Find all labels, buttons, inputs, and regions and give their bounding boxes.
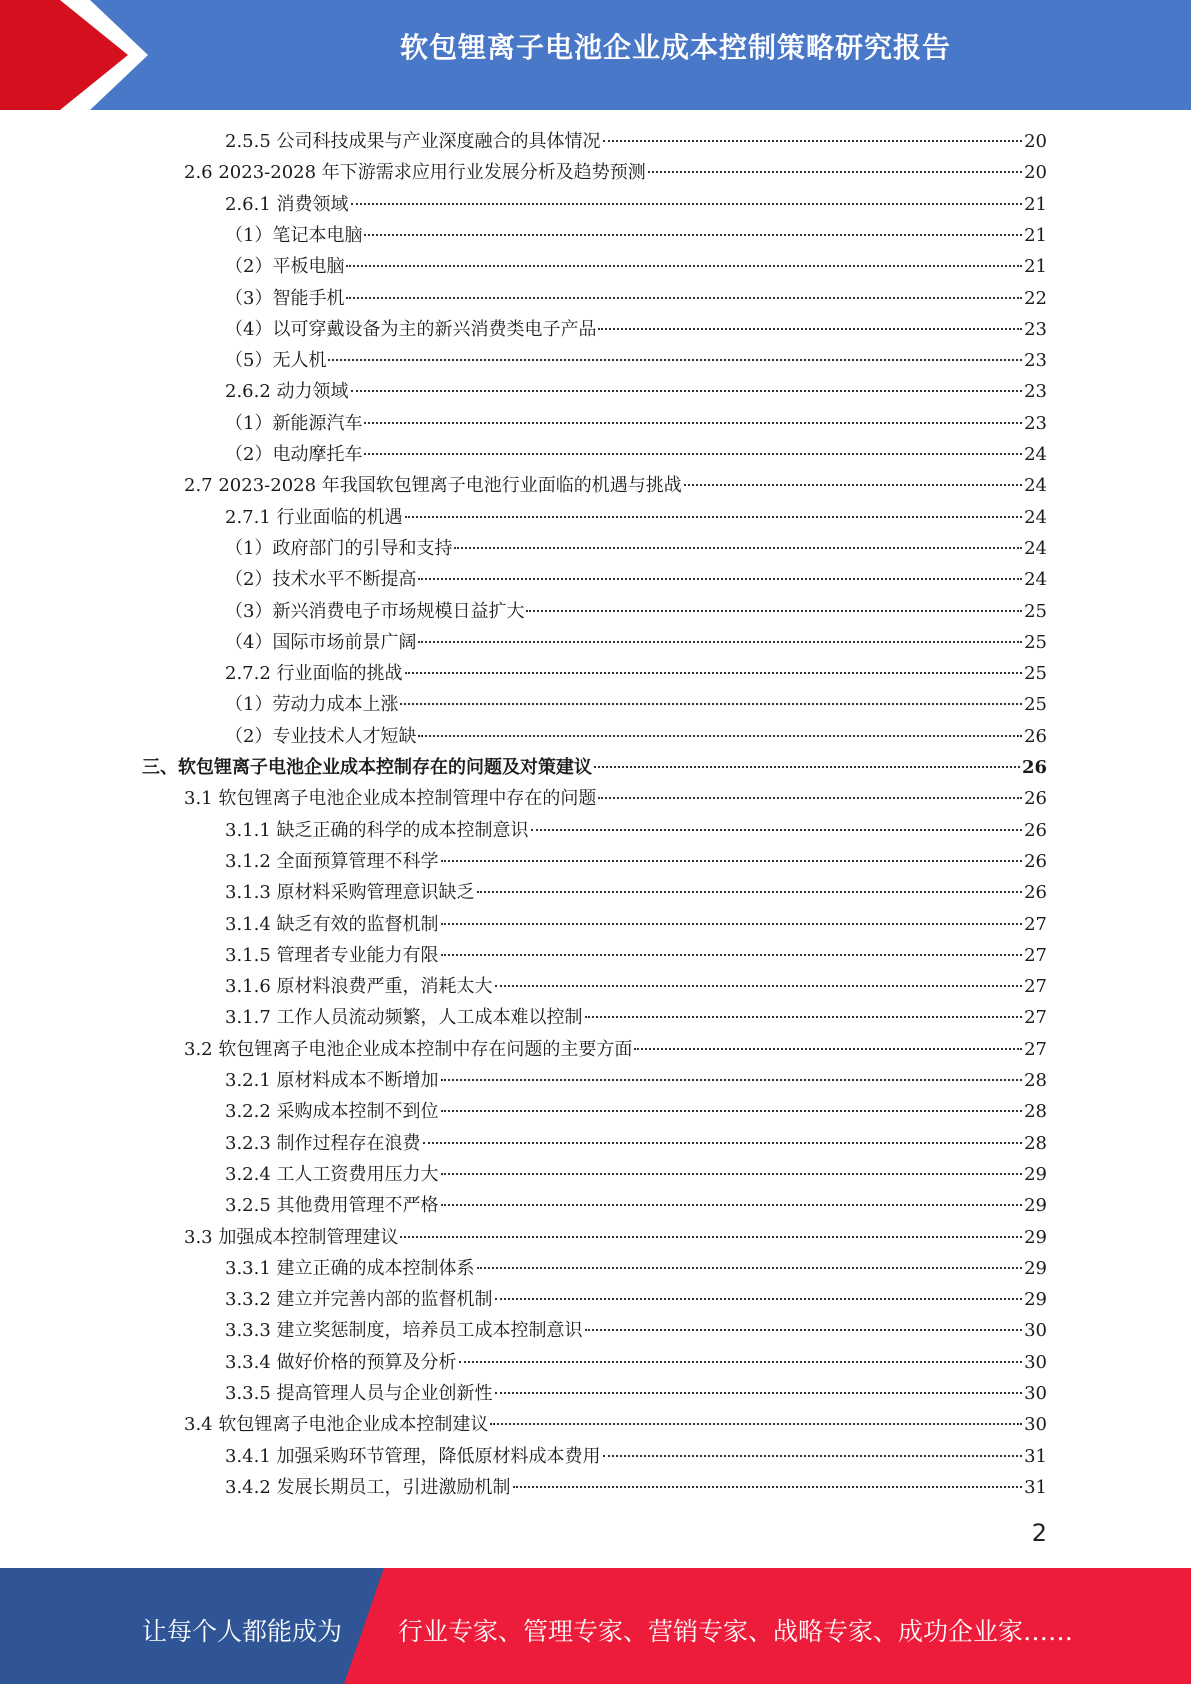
toc-dot-leader	[400, 1236, 1022, 1238]
toc-dot-leader	[454, 547, 1022, 549]
toc-entry-title: 3.2.2 采购成本控制不到位	[225, 1101, 439, 1123]
toc-entry-page: 25	[1024, 631, 1047, 653]
toc-entry-page: 21	[1024, 224, 1047, 246]
toc-entry[interactable]	[225, 440, 1047, 470]
toc-dot-leader	[441, 860, 1023, 862]
toc-entry[interactable]	[184, 784, 1047, 814]
toc-entry[interactable]	[225, 127, 1047, 157]
toc-dot-leader	[405, 672, 1023, 674]
toc-dot-leader	[364, 422, 1022, 424]
toc-entry-title: （2）专业技术人才短缺	[225, 725, 417, 747]
toc-entry-page: 26	[1024, 788, 1047, 810]
toc-entry-title: 3.3.1 建立正确的成本控制体系	[225, 1257, 475, 1279]
toc-entry-page: 25	[1024, 663, 1047, 685]
toc-entry-title: （1）政府部门的引导和支持	[225, 537, 453, 559]
toc-entry[interactable]	[225, 597, 1047, 627]
toc-entry-title: （4）以可穿戴设备为主的新兴消费类电子产品	[225, 318, 597, 340]
toc-entry[interactable]	[225, 816, 1047, 846]
toc-entry-title: 3.1.4 缺乏有效的监督机制	[225, 913, 439, 935]
toc-dot-leader	[400, 703, 1022, 705]
toc-entry[interactable]	[225, 1066, 1047, 1096]
toc-entry-page: 26	[1024, 850, 1047, 872]
toc-entry[interactable]	[225, 503, 1047, 533]
toc-entry[interactable]	[225, 1097, 1047, 1127]
toc-entry[interactable]	[225, 910, 1047, 940]
toc-entry-page: 21	[1024, 256, 1047, 278]
toc-entry[interactable]	[225, 252, 1047, 282]
toc-entry-title: 3.2.5 其他费用管理不严格	[225, 1195, 439, 1217]
toc-entry-page: 26	[1024, 819, 1047, 841]
toc-entry-page: 24	[1024, 537, 1047, 559]
toc-entry-page: 29	[1024, 1163, 1047, 1185]
toc-entry[interactable]	[184, 471, 1047, 501]
toc-entry-page: 26	[1024, 882, 1047, 904]
toc-entry[interactable]	[225, 565, 1047, 595]
toc-entry-title: 3.3.3 建立奖惩制度，培养员工成本控制意识	[225, 1320, 583, 1342]
toc-entry-page: 24	[1024, 444, 1047, 465]
toc-entry-title: 2.6.2 动力领域	[225, 381, 349, 403]
toc-entry[interactable]	[142, 753, 1047, 783]
toc-dot-leader	[477, 891, 1023, 893]
toc-dot-leader	[585, 1016, 1023, 1018]
toc-entry-title: 2.7 2023-2028 年我国软包锂离子电池行业面临的机遇与挑战	[184, 475, 682, 497]
toc-entry-title: 2.7.1 行业面临的机遇	[225, 506, 403, 528]
toc-dot-leader	[441, 1079, 1023, 1081]
toc-entry[interactable]	[225, 1191, 1047, 1221]
toc-entry-title: （5）无人机	[225, 350, 327, 372]
toc-dot-leader	[418, 641, 1022, 643]
toc-entry-page: 25	[1024, 600, 1047, 622]
toc-entry[interactable]	[225, 847, 1047, 877]
toc-dot-leader	[346, 265, 1022, 267]
toc-entry[interactable]	[225, 1348, 1047, 1378]
toc-entry-page: 31	[1024, 1445, 1047, 1467]
page-header	[0, 0, 1191, 110]
toc-dot-leader	[495, 1298, 1023, 1300]
toc-entry-title: （2）电动摩托车	[225, 444, 363, 465]
toc-entry[interactable]	[225, 284, 1047, 314]
toc-entry-title: 3.4.1 加强采购环节管理，降低原材料成本费用	[225, 1445, 601, 1467]
toc-entry-title: 3.1.6 原材料浪费严重，消耗太大	[225, 976, 493, 998]
toc-entry-title: （4）国际市场前景广阔	[225, 631, 417, 653]
toc-entry-page: 30	[1024, 1320, 1047, 1342]
toc-entry-title: 2.6 2023-2028 年下游需求应用行业发展分析及趋势预测	[184, 162, 646, 184]
toc-dot-leader	[598, 328, 1022, 330]
toc-entry[interactable]	[225, 722, 1047, 752]
toc-entry-title: （2）平板电脑	[225, 256, 345, 278]
toc-entry-title: （3）新兴消费电子市场规模日益扩大	[225, 600, 525, 622]
toc-dot-leader	[441, 1204, 1023, 1206]
toc-dot-leader	[418, 735, 1022, 737]
toc-entry[interactable]	[225, 315, 1047, 345]
toc-dot-leader	[526, 610, 1022, 612]
toc-dot-leader	[423, 1142, 1023, 1144]
toc-entry[interactable]	[184, 1035, 1047, 1065]
toc-entry-title: 3.4.2 发展长期员工，引进激励机制	[225, 1476, 511, 1498]
toc-dot-leader	[594, 766, 1020, 768]
toc-dot-leader	[603, 1455, 1023, 1457]
toc-dot-leader	[531, 829, 1023, 831]
toc-entry-title: 2.6.1 消费领域	[225, 193, 349, 215]
footer-slogan-left: 让每个人都能成为	[142, 1617, 343, 1646]
toc-entry-page: 31	[1024, 1476, 1047, 1498]
toc-entry-page: 27	[1024, 913, 1047, 935]
toc-entry[interactable]	[225, 941, 1047, 971]
toc-entry-page: 23	[1024, 381, 1047, 403]
toc-dot-leader	[351, 203, 1023, 205]
toc-entry-title: 3.2.1 原材料成本不断增加	[225, 1070, 439, 1091]
toc-dot-leader	[364, 234, 1022, 236]
toc-entry-page: 30	[1024, 1351, 1047, 1373]
toc-entry[interactable]	[225, 972, 1047, 1002]
toc-entry-page: 26	[1024, 725, 1047, 747]
toc-entry-title: 2.5.5 公司科技成果与产业深度融合的具体情况	[225, 131, 601, 152]
toc-entry-page: 20	[1024, 162, 1047, 184]
toc-entry-page: 27	[1024, 1007, 1047, 1029]
toc-entry-title: 3.1.7 工作人员流动频繁，人工成本难以控制	[225, 1007, 583, 1029]
toc-dot-leader	[346, 297, 1022, 299]
toc-dot-leader	[441, 1173, 1023, 1175]
toc-entry[interactable]	[225, 1003, 1047, 1033]
toc-entry-page: 20	[1024, 131, 1047, 152]
toc-entry[interactable]	[184, 1223, 1047, 1253]
toc-dot-leader	[603, 140, 1023, 142]
toc-entry[interactable]	[225, 377, 1047, 407]
toc-entry[interactable]	[225, 1129, 1047, 1159]
toc-dot-leader	[364, 453, 1022, 455]
toc-entry-page: 23	[1024, 350, 1047, 372]
toc-dot-leader	[418, 578, 1022, 580]
toc-entry-page: 24	[1024, 475, 1047, 497]
toc-entry-title: 3.2 软包锂离子电池企业成本控制中存在问题的主要方面	[184, 1038, 633, 1060]
toc-entry-title: 3.3.2 建立并完善内部的监督机制	[225, 1289, 493, 1311]
toc-entry-title: 3.1.2 全面预算管理不科学	[225, 850, 439, 872]
toc-entry[interactable]	[225, 534, 1047, 564]
toc-dot-leader	[459, 1361, 1023, 1363]
toc-entry-title: 2.7.2 行业面临的挑战	[225, 663, 403, 685]
footer-slogan-right: 行业专家、管理专家、营销专家、战略专家、成功企业家……	[398, 1617, 1074, 1646]
toc-entry-title: （1）笔记本电脑	[225, 224, 363, 246]
page-number: 2	[1031, 1519, 1047, 1547]
toc-entry[interactable]	[184, 158, 1047, 188]
toc-entry-title: 3.1.5 管理者专业能力有限	[225, 944, 439, 966]
toc-entry-title: （3）智能手机	[225, 287, 345, 309]
toc-entry-page: 29	[1024, 1289, 1047, 1311]
toc-entry-page: 24	[1024, 506, 1047, 528]
toc-entry-title: （1）新能源汽车	[225, 412, 363, 434]
toc-entry-page: 25	[1024, 694, 1047, 716]
toc-entry-title: 3.4 软包锂离子电池企业成本控制建议	[184, 1414, 489, 1436]
toc-dot-leader	[648, 171, 1022, 173]
toc-entry-page: 24	[1024, 569, 1047, 591]
toc-entry-page: 28	[1024, 1132, 1047, 1154]
toc-entry[interactable]	[225, 690, 1047, 720]
toc-entry[interactable]	[225, 878, 1047, 908]
toc-entry-page: 28	[1024, 1101, 1047, 1123]
toc-entry-page: 21	[1024, 193, 1047, 215]
toc-dot-leader	[495, 1392, 1023, 1394]
toc-entry[interactable]	[225, 628, 1047, 658]
toc-dot-leader	[441, 923, 1023, 925]
toc-entry-title: 三、软包锂离子电池企业成本控制存在的问题及对策建议	[142, 757, 592, 778]
toc-entry[interactable]	[225, 190, 1047, 220]
toc-entry[interactable]	[225, 1316, 1047, 1346]
toc-dot-leader	[441, 954, 1023, 956]
toc-entry[interactable]	[225, 1254, 1047, 1284]
page-footer	[0, 1568, 1191, 1684]
toc-entry-page: 29	[1024, 1257, 1047, 1279]
toc-entry-title: 3.3.5 提高管理人员与企业创新性	[225, 1383, 493, 1404]
toc-entry[interactable]	[225, 409, 1047, 439]
toc-entry-page: 30	[1024, 1383, 1047, 1404]
toc-entry-title: 3.1 软包锂离子电池企业成本控制管理中存在的问题	[184, 788, 597, 810]
toc-entry-title: （1）劳动力成本上涨	[225, 694, 399, 716]
toc-entry-page: 23	[1024, 318, 1047, 340]
toc-entry-page: 22	[1024, 287, 1047, 309]
toc-entry-title: （2）技术水平不断提高	[225, 569, 417, 591]
toc-entry-title: 3.3 加强成本控制管理建议	[184, 1226, 399, 1248]
toc-entry-title: 3.1.1 缺乏正确的科学的成本控制意识	[225, 819, 529, 841]
toc-dot-leader	[684, 484, 1022, 486]
toc-entry-page: 27	[1024, 1038, 1047, 1060]
toc-entry-title: 3.1.3 原材料采购管理意识缺乏	[225, 882, 475, 904]
toc-entry[interactable]	[225, 1285, 1047, 1315]
toc-entry[interactable]	[225, 1442, 1047, 1472]
toc-entry-title: 3.3.4 做好价格的预算及分析	[225, 1351, 457, 1373]
toc-entry-page: 26	[1021, 757, 1047, 778]
toc-entry-page: 27	[1024, 944, 1047, 966]
toc-entry[interactable]	[225, 1473, 1047, 1503]
toc-entry-page: 27	[1024, 976, 1047, 998]
toc-dot-leader	[634, 1048, 1022, 1050]
toc-entry[interactable]	[184, 1410, 1047, 1440]
report-title: 软包锂离子电池企业成本控制策略研究报告	[399, 31, 951, 64]
toc-entry-title: 3.2.3 制作过程存在浪费	[225, 1132, 421, 1154]
toc-entry[interactable]	[225, 1379, 1047, 1409]
toc-dot-leader	[513, 1486, 1023, 1488]
toc-dot-leader	[490, 1423, 1022, 1425]
toc-dot-leader	[441, 1110, 1023, 1112]
toc-dot-leader	[598, 797, 1022, 799]
toc-entry[interactable]	[225, 221, 1047, 251]
toc-entry[interactable]	[225, 659, 1047, 689]
toc-entry-page: 23	[1024, 412, 1047, 434]
toc-dot-leader	[585, 1329, 1023, 1331]
toc-entry-title: 3.2.4 工人工资费用压力大	[225, 1163, 439, 1185]
toc-entry-page: 29	[1024, 1195, 1047, 1217]
toc-dot-leader	[477, 1267, 1023, 1269]
toc-dot-leader	[328, 359, 1022, 361]
toc-entry[interactable]	[225, 346, 1047, 376]
toc-dot-leader	[405, 516, 1023, 518]
toc-dot-leader	[495, 985, 1023, 987]
toc-entry[interactable]	[225, 1160, 1047, 1190]
toc-entry-page: 28	[1024, 1070, 1047, 1091]
toc-dot-leader	[351, 390, 1023, 392]
toc-entry-page: 29	[1024, 1226, 1047, 1248]
toc-entry-page: 30	[1024, 1414, 1047, 1436]
